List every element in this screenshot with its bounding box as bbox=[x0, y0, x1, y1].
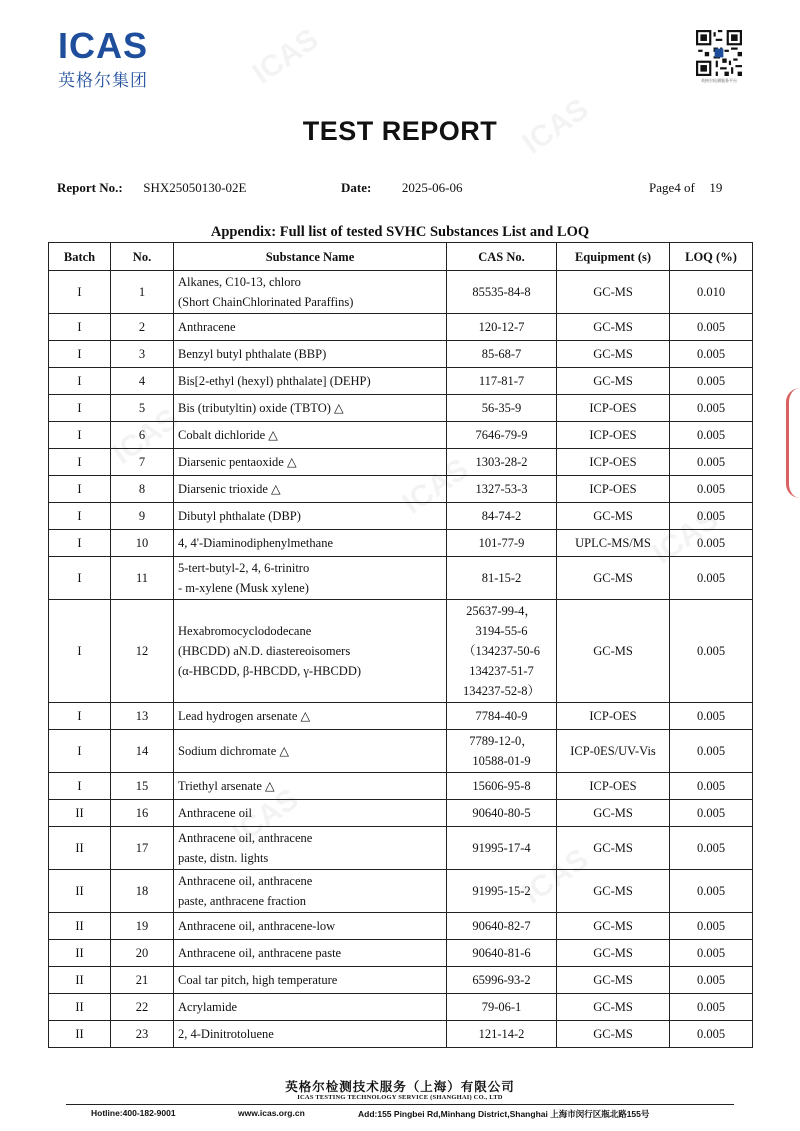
table-row bbox=[49, 703, 753, 730]
table-row bbox=[49, 827, 753, 870]
cell-no: 11 bbox=[111, 557, 174, 600]
cell-substance-name bbox=[174, 967, 447, 994]
cell-substance-name bbox=[174, 422, 447, 449]
cell-loq: 0.005 bbox=[670, 870, 753, 913]
cell-equipment: GC-MS bbox=[557, 557, 670, 600]
cell-cas-no bbox=[447, 703, 557, 730]
cell-substance-name bbox=[174, 800, 447, 827]
cell-cas-no bbox=[447, 600, 557, 703]
cell-substance-name-line: Anthracene oil, anthracene paste bbox=[178, 946, 342, 960]
cell-substance-name-line: paste, anthracene fraction bbox=[178, 894, 307, 908]
cell-cas-no bbox=[447, 395, 557, 422]
cell-substance-name-line: Anthracene oil, anthracene bbox=[178, 831, 313, 845]
cell-no: 3 bbox=[111, 341, 174, 368]
table-row bbox=[49, 994, 753, 1021]
cell-loq: 0.005 bbox=[670, 800, 753, 827]
cell-loq: 0.005 bbox=[670, 600, 753, 703]
cell-substance-name-line: Alkanes, C10-13, chloro bbox=[178, 275, 301, 289]
svhc-table bbox=[48, 242, 753, 1048]
cell-cas-no-line: 81-15-2 bbox=[481, 571, 522, 585]
cell-batch: I bbox=[49, 703, 111, 730]
watermark bbox=[247, 23, 325, 92]
cell-cas-no bbox=[447, 940, 557, 967]
cell-cas-no bbox=[447, 368, 557, 395]
cell-loq: 0.005 bbox=[670, 703, 753, 730]
cell-substance-name-line: Anthracene oil bbox=[178, 806, 252, 820]
cell-substance-name-line: (Short ChainChlorinated Paraffins) bbox=[178, 295, 354, 309]
cell-no: 13 bbox=[111, 703, 174, 730]
report-date-label: Date: bbox=[341, 180, 372, 195]
table-row bbox=[49, 341, 753, 368]
table-row bbox=[49, 870, 753, 913]
footer-divider bbox=[66, 1104, 734, 1105]
logo-text: ICAS bbox=[58, 25, 149, 66]
cell-cas-no bbox=[447, 557, 557, 600]
cell-cas-no-line: 134237-52-8） bbox=[462, 684, 541, 698]
cell-cas-no-line: 101-77-9 bbox=[478, 536, 525, 550]
report-number-value: SHX25050130-02E bbox=[143, 180, 247, 195]
table-row bbox=[49, 530, 753, 557]
cell-substance-name-line: Acrylamide bbox=[178, 1000, 238, 1014]
table-row bbox=[49, 913, 753, 940]
cell-cas-no-line: 7789-12-0， bbox=[469, 734, 534, 748]
qr-caption: 英格尔检测服务平台 bbox=[701, 78, 737, 83]
cell-substance-name-line: 4, 4'-Diaminodiphenylmethane bbox=[178, 536, 333, 550]
cell-no: 12 bbox=[111, 600, 174, 703]
cell-equipment: GC-MS bbox=[557, 994, 670, 1021]
cell-no: 15 bbox=[111, 773, 174, 800]
cell-cas-no-line: 1303-28-2 bbox=[475, 455, 528, 469]
cell-cas-no-line: 1327-53-3 bbox=[475, 482, 528, 496]
cell-cas-no-line: 56-35-9 bbox=[481, 401, 522, 415]
cell-batch: II bbox=[49, 913, 111, 940]
table-row bbox=[49, 395, 753, 422]
cell-equipment: UPLC-MS/MS bbox=[557, 530, 670, 557]
table-header-row bbox=[49, 243, 753, 271]
cell-batch: I bbox=[49, 530, 111, 557]
cell-no: 18 bbox=[111, 870, 174, 913]
cell-cas-no-line: 91995-17-4 bbox=[472, 841, 531, 855]
cell-equipment: ICP-OES bbox=[557, 449, 670, 476]
cell-no: 20 bbox=[111, 940, 174, 967]
cell-substance-name bbox=[174, 913, 447, 940]
cell-equipment: ICP-OES bbox=[557, 773, 670, 800]
cell-no: 21 bbox=[111, 967, 174, 994]
cell-loq: 0.005 bbox=[670, 476, 753, 503]
cell-no: 23 bbox=[111, 1021, 174, 1048]
cell-loq: 0.005 bbox=[670, 341, 753, 368]
cell-batch: II bbox=[49, 994, 111, 1021]
cell-substance-name bbox=[174, 870, 447, 913]
cell-substance-name bbox=[174, 773, 447, 800]
cell-substance-name-line: (α-HBCDD, β-HBCDD, γ-HBCDD) bbox=[178, 664, 362, 678]
cell-loq: 0.005 bbox=[670, 773, 753, 800]
cell-substance-name-line: Anthracene oil, anthracene-low bbox=[178, 919, 336, 933]
cell-cas-no-line: 7784-40-9 bbox=[475, 709, 528, 723]
footer-website: www.icas.org.cn bbox=[238, 1108, 305, 1118]
cell-equipment: GC-MS bbox=[557, 368, 670, 395]
cell-no: 17 bbox=[111, 827, 174, 870]
cell-substance-name-line: Bis[2-ethyl (hexyl) phthalate] (DEHP) bbox=[178, 374, 371, 388]
cell-substance-name bbox=[174, 449, 447, 476]
cell-no: 16 bbox=[111, 800, 174, 827]
cell-substance-name-line: Cobalt dichloride △ bbox=[178, 428, 278, 442]
cell-substance-name-line: Anthracene bbox=[178, 320, 236, 334]
cell-equipment: GC-MS bbox=[557, 913, 670, 940]
cell-substance-name bbox=[174, 703, 447, 730]
header-batch: Batch bbox=[49, 243, 111, 271]
table-row bbox=[49, 314, 753, 341]
cell-cas-no-line: 117-81-7 bbox=[478, 374, 525, 388]
report-date bbox=[341, 180, 463, 196]
cell-cas-no bbox=[447, 773, 557, 800]
cell-cas-no-line: 90640-82-7 bbox=[472, 919, 531, 933]
cell-cas-no bbox=[447, 870, 557, 913]
cell-substance-name-line: Hexabromocyclododecane bbox=[178, 624, 312, 638]
cell-batch: II bbox=[49, 940, 111, 967]
cell-cas-no-line: 121-14-2 bbox=[478, 1027, 525, 1041]
cell-cas-no-line: 85-68-7 bbox=[481, 347, 522, 361]
cell-loq: 0.005 bbox=[670, 913, 753, 940]
cell-substance-name bbox=[174, 314, 447, 341]
cell-cas-no bbox=[447, 913, 557, 940]
cell-cas-no-line: 79-06-1 bbox=[481, 1000, 522, 1014]
cell-no: 4 bbox=[111, 368, 174, 395]
cell-equipment: GC-MS bbox=[557, 870, 670, 913]
header-no: No. bbox=[111, 243, 174, 271]
cell-substance-name bbox=[174, 341, 447, 368]
cell-substance-name-line: Dibutyl phthalate (DBP) bbox=[178, 509, 301, 523]
cell-batch: I bbox=[49, 395, 111, 422]
cell-cas-no bbox=[447, 314, 557, 341]
cell-equipment: GC-MS bbox=[557, 271, 670, 314]
cell-batch: II bbox=[49, 1021, 111, 1048]
footer-address: Add:155 Pingbei Rd,Minhang District,Shanghai 上海市闵行区瓶北路155号 bbox=[358, 1109, 650, 1119]
cell-substance-name bbox=[174, 940, 447, 967]
company-logo bbox=[58, 25, 168, 91]
cell-batch: II bbox=[49, 827, 111, 870]
cell-cas-no-line: 90640-80-5 bbox=[472, 806, 531, 820]
cell-equipment: GC-MS bbox=[557, 314, 670, 341]
cell-loq: 0.005 bbox=[670, 940, 753, 967]
cell-substance-name bbox=[174, 730, 447, 773]
table-row bbox=[49, 449, 753, 476]
cell-substance-name bbox=[174, 368, 447, 395]
cell-batch: I bbox=[49, 503, 111, 530]
cell-cas-no bbox=[447, 994, 557, 1021]
cell-substance-name-line: Triethyl arsenate △ bbox=[178, 779, 275, 793]
qr-code-icon bbox=[696, 30, 742, 76]
cell-loq: 0.005 bbox=[670, 994, 753, 1021]
cell-equipment: ICP-OES bbox=[557, 422, 670, 449]
cell-cas-no bbox=[447, 271, 557, 314]
table-row bbox=[49, 557, 753, 600]
table-row bbox=[49, 271, 753, 314]
appendix-title: Appendix: Full list of tested SVHC Substances List and LOQ bbox=[210, 224, 590, 240]
cell-equipment: GC-MS bbox=[557, 503, 670, 530]
cell-cas-no-line: 65996-93-2 bbox=[472, 973, 531, 987]
cell-cas-no-line: 15606-95-8 bbox=[472, 779, 531, 793]
cell-equipment: GC-MS bbox=[557, 341, 670, 368]
page-title: TEST REPORT bbox=[302, 116, 498, 146]
cell-loq: 0.005 bbox=[670, 368, 753, 395]
cell-loq: 0.005 bbox=[670, 530, 753, 557]
cell-substance-name bbox=[174, 530, 447, 557]
cell-substance-name-line: 2, 4-Dinitrotoluene bbox=[178, 1027, 274, 1041]
cell-substance-name-line: Lead hydrogen arsenate △ bbox=[178, 709, 311, 723]
logo-chinese-name: 英格尔集团 bbox=[58, 71, 148, 91]
seal-stamp-edge bbox=[786, 388, 800, 498]
header-loq: LOQ (%) bbox=[670, 243, 753, 271]
cell-batch: II bbox=[49, 967, 111, 994]
cell-substance-name bbox=[174, 1021, 447, 1048]
cell-batch: I bbox=[49, 314, 111, 341]
table-row bbox=[49, 967, 753, 994]
cell-equipment: GC-MS bbox=[557, 967, 670, 994]
header-equipment: Equipment (s) bbox=[557, 243, 670, 271]
table-row bbox=[49, 730, 753, 773]
cell-no: 8 bbox=[111, 476, 174, 503]
cell-no: 10 bbox=[111, 530, 174, 557]
header-cas-no: CAS No. bbox=[447, 243, 557, 271]
report-number-label: Report No.: bbox=[57, 180, 123, 195]
page-total: 19 bbox=[709, 180, 723, 195]
footer-company-en: ICAS TESTING TECHNOLOGY SERVICE (SHANGHAI) CO., LTD bbox=[297, 1094, 503, 1101]
cell-equipment: ICP-0ES/UV-Vis bbox=[557, 730, 670, 773]
cell-batch: II bbox=[49, 800, 111, 827]
cell-equipment: GC-MS bbox=[557, 800, 670, 827]
cell-substance-name-line: Diarsenic pentaoxide △ bbox=[178, 455, 297, 469]
cell-substance-name bbox=[174, 827, 447, 870]
cell-no: 9 bbox=[111, 503, 174, 530]
cell-substance-name bbox=[174, 994, 447, 1021]
cell-cas-no-line: 85535-84-8 bbox=[472, 285, 531, 299]
cell-loq: 0.005 bbox=[670, 730, 753, 773]
footer-hotline: Hotline:400-182-9001 bbox=[91, 1108, 176, 1118]
cell-substance-name bbox=[174, 600, 447, 703]
cell-no: 7 bbox=[111, 449, 174, 476]
cell-cas-no bbox=[447, 341, 557, 368]
report-number bbox=[57, 180, 247, 196]
cell-cas-no-line: 3194-55-6 bbox=[475, 624, 528, 638]
cell-substance-name-line: (HBCDD) aN.D. diastereoisomers bbox=[178, 644, 351, 658]
header-substance-name: Substance Name bbox=[174, 243, 447, 271]
cell-cas-no bbox=[447, 800, 557, 827]
cell-equipment: GC-MS bbox=[557, 1021, 670, 1048]
cell-batch: I bbox=[49, 422, 111, 449]
cell-cas-no bbox=[447, 476, 557, 503]
table-row bbox=[49, 1021, 753, 1048]
table-row bbox=[49, 476, 753, 503]
cell-cas-no-line: 90640-81-6 bbox=[472, 946, 531, 960]
cell-batch: I bbox=[49, 368, 111, 395]
cell-loq: 0.005 bbox=[670, 449, 753, 476]
cell-substance-name bbox=[174, 557, 447, 600]
cell-equipment: GC-MS bbox=[557, 940, 670, 967]
cell-cas-no bbox=[447, 827, 557, 870]
cell-batch: II bbox=[49, 870, 111, 913]
cell-cas-no bbox=[447, 503, 557, 530]
cell-loq: 0.005 bbox=[670, 422, 753, 449]
cell-substance-name-line: - m-xylene (Musk xylene) bbox=[178, 581, 309, 595]
cell-loq: 0.005 bbox=[670, 557, 753, 600]
cell-cas-no-line: 84-74-2 bbox=[481, 509, 522, 523]
cell-substance-name-line: paste, distn. lights bbox=[178, 851, 269, 865]
cell-cas-no-line: 120-12-7 bbox=[478, 320, 525, 334]
cell-cas-no-line: 91995-15-2 bbox=[472, 884, 531, 898]
cell-loq: 0.005 bbox=[670, 1021, 753, 1048]
cell-substance-name bbox=[174, 271, 447, 314]
cell-loq: 0.005 bbox=[670, 827, 753, 870]
cell-batch: I bbox=[49, 600, 111, 703]
page-number bbox=[649, 180, 722, 196]
cell-batch: I bbox=[49, 449, 111, 476]
cell-cas-no bbox=[447, 530, 557, 557]
cell-no: 5 bbox=[111, 395, 174, 422]
cell-cas-no-line: （134237-50-6 bbox=[462, 644, 541, 658]
cell-no: 14 bbox=[111, 730, 174, 773]
cell-substance-name-line: Diarsenic trioxide △ bbox=[178, 482, 281, 496]
cell-cas-no-line: 25637-99-4， bbox=[466, 604, 537, 618]
cell-no: 19 bbox=[111, 913, 174, 940]
cell-substance-name-line: Anthracene oil, anthracene bbox=[178, 874, 313, 888]
cell-loq: 0.010 bbox=[670, 271, 753, 314]
cell-cas-no-line: 7646-79-9 bbox=[475, 428, 528, 442]
report-date-value: 2025-06-06 bbox=[401, 180, 463, 195]
cell-loq: 0.005 bbox=[670, 503, 753, 530]
table-row bbox=[49, 600, 753, 703]
cell-cas-no bbox=[447, 1021, 557, 1048]
cell-equipment: GC-MS bbox=[557, 600, 670, 703]
table-row bbox=[49, 422, 753, 449]
table-row bbox=[49, 368, 753, 395]
cell-cas-no-line: 10588-01-9 bbox=[472, 754, 531, 768]
cell-cas-no bbox=[447, 967, 557, 994]
cell-no: 1 bbox=[111, 271, 174, 314]
cell-cas-no bbox=[447, 422, 557, 449]
footer-company-cn: 英格尔检测技术服务（上海）有限公司 bbox=[285, 1079, 515, 1094]
table-row bbox=[49, 773, 753, 800]
cell-substance-name-line: Benzyl butyl phthalate (BBP) bbox=[178, 347, 327, 361]
cell-no: 6 bbox=[111, 422, 174, 449]
cell-equipment: ICP-OES bbox=[557, 703, 670, 730]
table-row bbox=[49, 800, 753, 827]
cell-batch: I bbox=[49, 557, 111, 600]
cell-substance-name bbox=[174, 476, 447, 503]
cell-batch: I bbox=[49, 341, 111, 368]
cell-substance-name-line: Sodium dichromate △ bbox=[178, 744, 289, 758]
cell-loq: 0.005 bbox=[670, 395, 753, 422]
cell-no: 22 bbox=[111, 994, 174, 1021]
cell-substance-name-line: Coal tar pitch, high temperature bbox=[178, 973, 338, 987]
table-row bbox=[49, 940, 753, 967]
cell-loq: 0.005 bbox=[670, 314, 753, 341]
cell-cas-no bbox=[447, 449, 557, 476]
cell-substance-name-line: Bis (tributyltin) oxide (TBTO) △ bbox=[178, 401, 344, 415]
cell-cas-no-line: 134237-51-7 bbox=[469, 664, 534, 678]
cell-batch: I bbox=[49, 271, 111, 314]
cell-equipment: GC-MS bbox=[557, 827, 670, 870]
cell-substance-name-line: 5-tert-butyl-2, 4, 6-trinitro bbox=[178, 561, 310, 575]
cell-equipment: ICP-OES bbox=[557, 395, 670, 422]
cell-batch: I bbox=[49, 476, 111, 503]
cell-loq: 0.005 bbox=[670, 967, 753, 994]
cell-substance-name bbox=[174, 503, 447, 530]
page-number-label: Page4 of bbox=[649, 180, 695, 195]
cell-batch: I bbox=[49, 773, 111, 800]
cell-batch: I bbox=[49, 730, 111, 773]
cell-equipment: ICP-OES bbox=[557, 476, 670, 503]
cell-substance-name bbox=[174, 395, 447, 422]
cell-cas-no bbox=[447, 730, 557, 773]
cell-no: 2 bbox=[111, 314, 174, 341]
table-row bbox=[49, 503, 753, 530]
